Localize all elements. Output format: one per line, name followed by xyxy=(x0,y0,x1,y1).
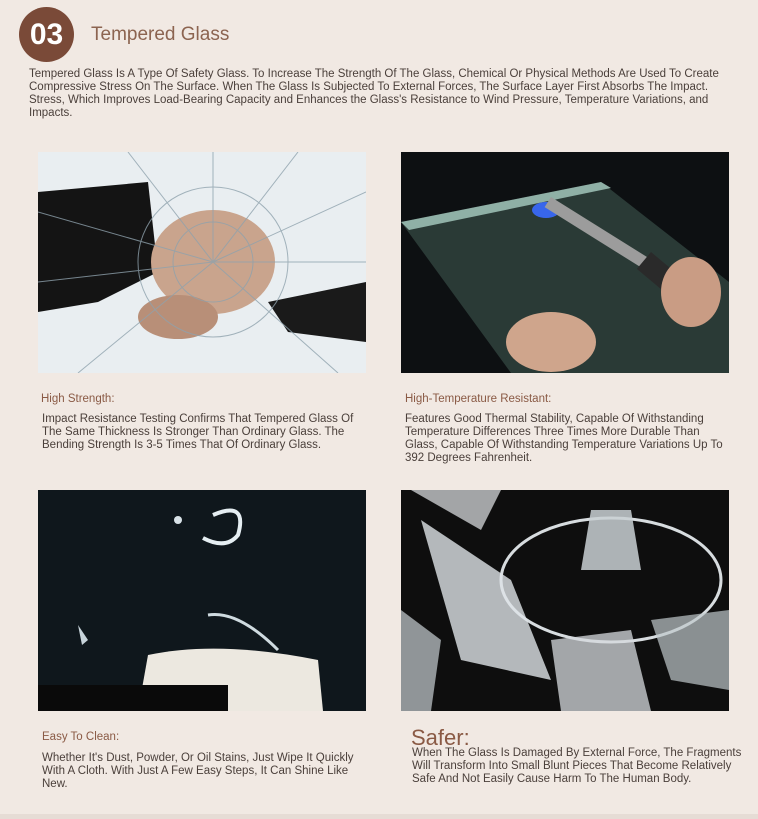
intro-paragraph: Tempered Glass Is A Type Of Safety Glass. To Increase The Strength Of The Glass, Chemical Or Physical Methods Are Used To Create Compressive Stress On The Surface. When The Glass Is Subjected To External Forces, The Surface Layer First Absorbs The Impact. Stress, Which Improves Load-Bearing Capacity and Enhances the Glass's Resistance to Wind Pressure, Temperature Variations, and Impacts. xyxy=(29,68,719,119)
feature-title-safer: Safer: xyxy=(411,725,470,750)
torch-flame-glass-photo xyxy=(401,152,729,373)
section-number-badge: 03 xyxy=(19,7,74,62)
feature-body-easy-to-clean: Whether It's Dust, Powder, Or Oil Stains, Just Wipe It Quickly With A Cloth. With Just A Few Easy Steps, It Can Shine Like New. xyxy=(42,752,354,790)
fist-shattered-glass-photo xyxy=(38,152,366,373)
feature-title-high-temperature: High-Temperature Resistant: xyxy=(405,393,552,405)
feature-body-high-strength: Impact Resistance Testing Confirms That Tempered Glass Of The Same Thickness Is Stronger Than Ordinary Glass. The Bending Strength Is 3-5 Times That Of Ordinary Glass. xyxy=(42,413,354,451)
feature-body-high-temperature: Features Good Thermal Stability, Capable Of Withstanding Temperature Differences Three Times More Durable Than Glass, Capable Of Withstanding Temperature Variations Up To 392 Degrees Fahrenheit. xyxy=(405,413,723,464)
broken-glass-fragments-photo xyxy=(401,490,729,711)
feature-title-easy-to-clean: Easy To Clean: xyxy=(42,731,120,743)
cloth-wiping-glass-photo xyxy=(38,490,366,711)
section-title: Tempered Glass xyxy=(91,24,230,45)
feature-title-high-strength: High Strength: xyxy=(41,393,115,405)
footer-divider xyxy=(0,814,758,819)
feature-body-safer: When The Glass Is Damaged By External Force, The Fragments Will Transform Into Small Blunt Pieces That Become Relatively Safe And Not Easily Cause Harm To The Human Body. xyxy=(412,747,742,785)
